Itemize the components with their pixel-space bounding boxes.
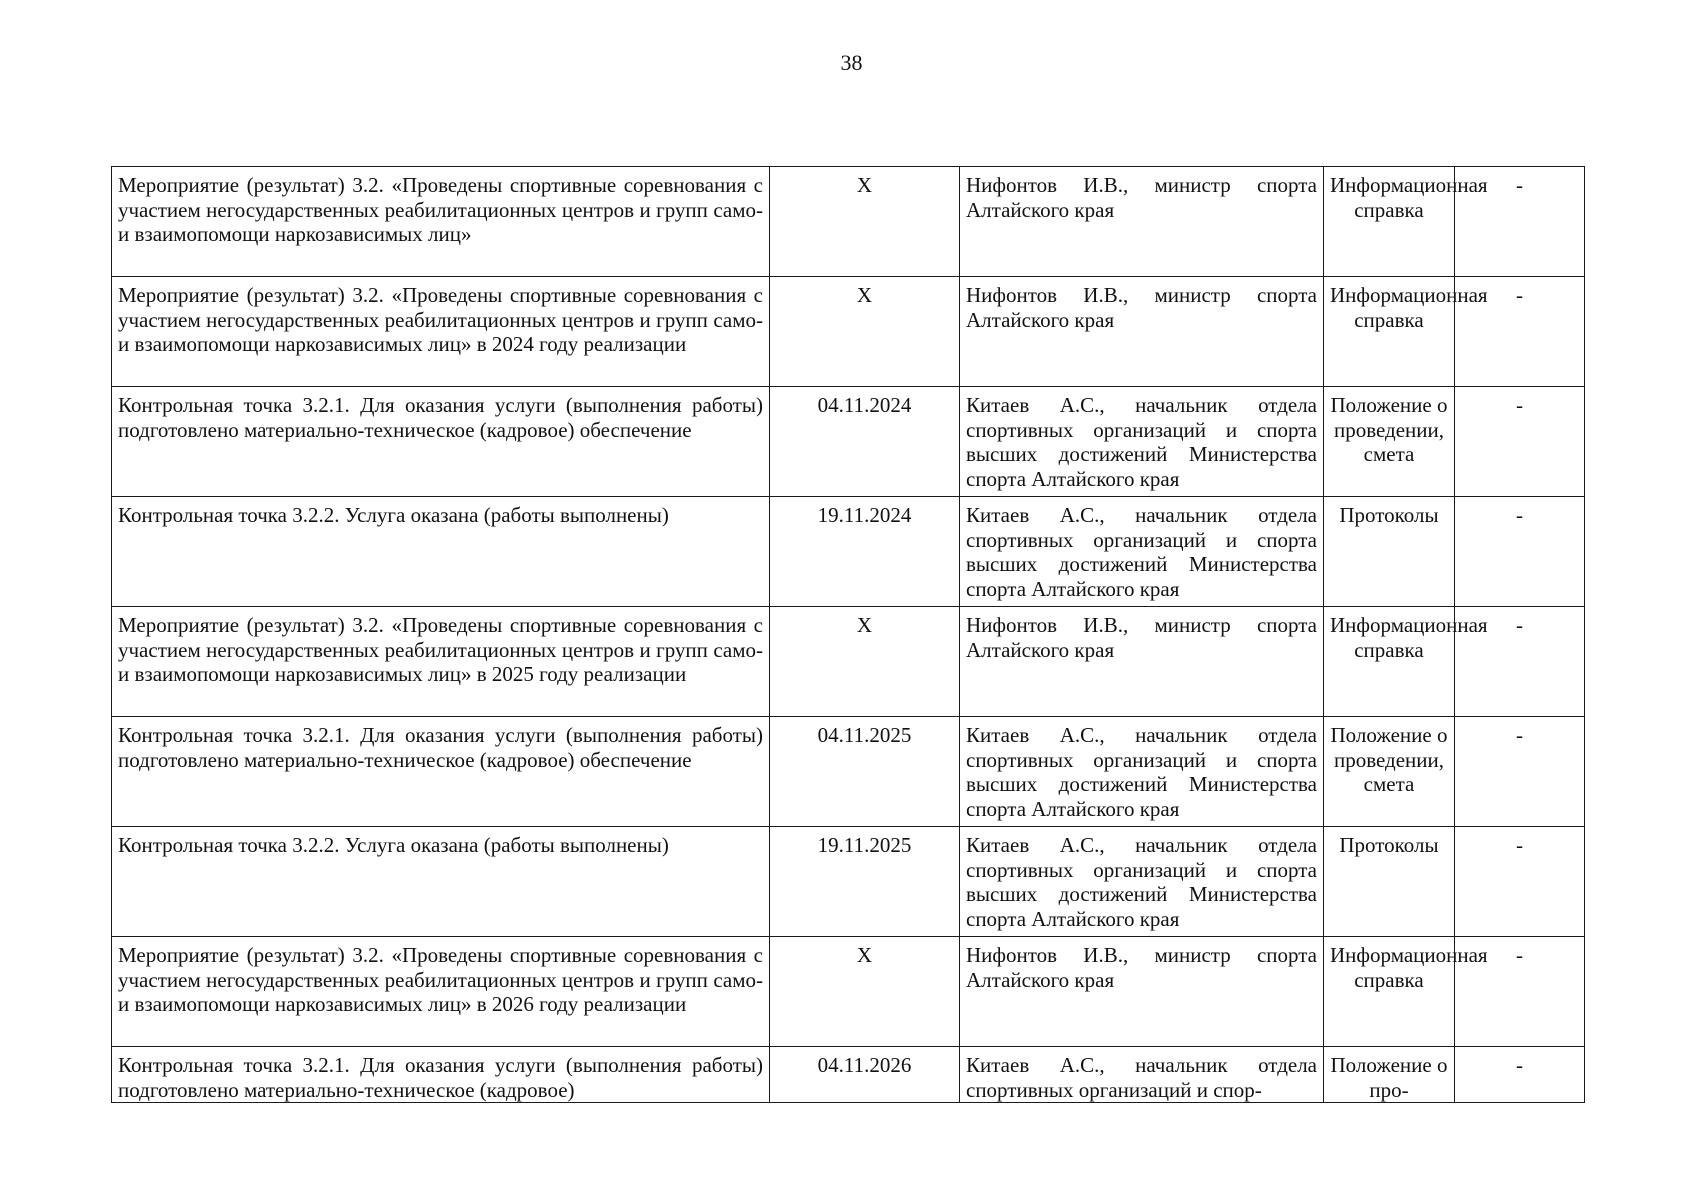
mark-cell: - [1455,277,1585,387]
responsible-cell: Китаев А.С., начальник отдела спортивных организаций и спор- [960,1047,1324,1103]
responsible-cell: Нифонтов И.В., министр спорта Алтайского края [960,607,1324,717]
mark-cell: - [1455,387,1585,497]
event-name-cell: Контрольная точка 3.2.1. Для оказания услуги (выполнения работы) подготовлено материально-техническое (кадровое) обеспечение [112,717,770,827]
document-cell: Протоколы [1324,497,1455,607]
table-row [112,607,1585,717]
mark-cell: - [1455,497,1585,607]
deadline-cell: 19.11.2024 [770,497,960,607]
deadline-cell: 04.11.2024 [770,387,960,497]
table-row [112,717,1585,827]
deadline-cell: 04.11.2025 [770,717,960,827]
document-cell: Информационная справка [1324,607,1455,717]
deadline-cell: X [770,607,960,717]
event-name-cell: Контрольная точка 3.2.1. Для оказания услуги (выполнения работы) подготовлено материально-техническое (кадровое) [112,1047,770,1103]
event-name-cell: Мероприятие (результат) 3.2. «Проведены спортивные соревнования с участием негосударственных реабилитационных центров и групп само- и взаимопомощи наркозависимых лиц» [112,167,770,277]
responsible-cell: Нифонтов И.В., министр спорта Алтайского края [960,277,1324,387]
responsible-cell: Китаев А.С., начальник отдела спортивных организаций и спорта высших достижений Министерства спорта Алтайского края [960,827,1324,937]
table-row [112,277,1585,387]
event-name-cell: Мероприятие (результат) 3.2. «Проведены спортивные соревнования с участием негосударственных реабилитационных центров и групп само- и взаимопомощи наркозависимых лиц» в 2026 году реализации [112,937,770,1047]
table-row [112,937,1585,1047]
document-cell: Информационная справка [1324,277,1455,387]
table-row [112,167,1585,277]
responsible-cell: Китаев А.С., начальник отдела спортивных организаций и спорта высших достижений Министерства спорта Алтайского края [960,497,1324,607]
document-cell: Информационная справка [1324,167,1455,277]
responsible-cell: Китаев А.С., начальник отдела спортивных организаций и спорта высших достижений Министерства спорта Алтайского края [960,717,1324,827]
event-name-cell: Мероприятие (результат) 3.2. «Проведены спортивные соревнования с участием негосударственных реабилитационных центров и групп само- и взаимопомощи наркозависимых лиц» в 2024 году реализации [112,277,770,387]
event-name-cell: Контрольная точка 3.2.1. Для оказания услуги (выполнения работы) подготовлено материально-техническое (кадровое) обеспечение [112,387,770,497]
mark-cell: - [1455,607,1585,717]
mark-cell: - [1455,827,1585,937]
responsible-cell: Нифонтов И.В., министр спорта Алтайского края [960,167,1324,277]
mark-cell: - [1455,1047,1585,1103]
mark-cell: - [1455,937,1585,1047]
responsible-cell: Китаев А.С., начальник отдела спортивных организаций и спорта высших достижений Министерства спорта Алтайского края [960,387,1324,497]
table-row [112,497,1585,607]
page-number: 38 [840,50,863,75]
plan-table [111,166,1585,1103]
deadline-cell: 19.11.2025 [770,827,960,937]
deadline-cell: X [770,277,960,387]
document-cell: Положение о проведении, смета [1324,717,1455,827]
document-cell: Положение о проведении, смета [1324,387,1455,497]
deadline-cell: X [770,937,960,1047]
deadline-cell: X [770,167,960,277]
table-row [112,387,1585,497]
mark-cell: - [1455,717,1585,827]
document-cell: Протоколы [1324,827,1455,937]
table-row [112,827,1585,937]
event-name-cell: Мероприятие (результат) 3.2. «Проведены спортивные соревнования с участием негосударственных реабилитационных центров и групп само- и взаимопомощи наркозависимых лиц» в 2025 году реализации [112,607,770,717]
table-row [112,1047,1585,1103]
document-cell: Информационная справка [1324,937,1455,1047]
deadline-cell: 04.11.2026 [770,1047,960,1103]
responsible-cell: Нифонтов И.В., министр спорта Алтайского края [960,937,1324,1047]
mark-cell: - [1455,167,1585,277]
event-name-cell: Контрольная точка 3.2.2. Услуга оказана (работы выполнены) [112,827,770,937]
document-cell: Положение о про- [1324,1047,1455,1103]
event-name-cell: Контрольная точка 3.2.2. Услуга оказана (работы выполнены) [112,497,770,607]
